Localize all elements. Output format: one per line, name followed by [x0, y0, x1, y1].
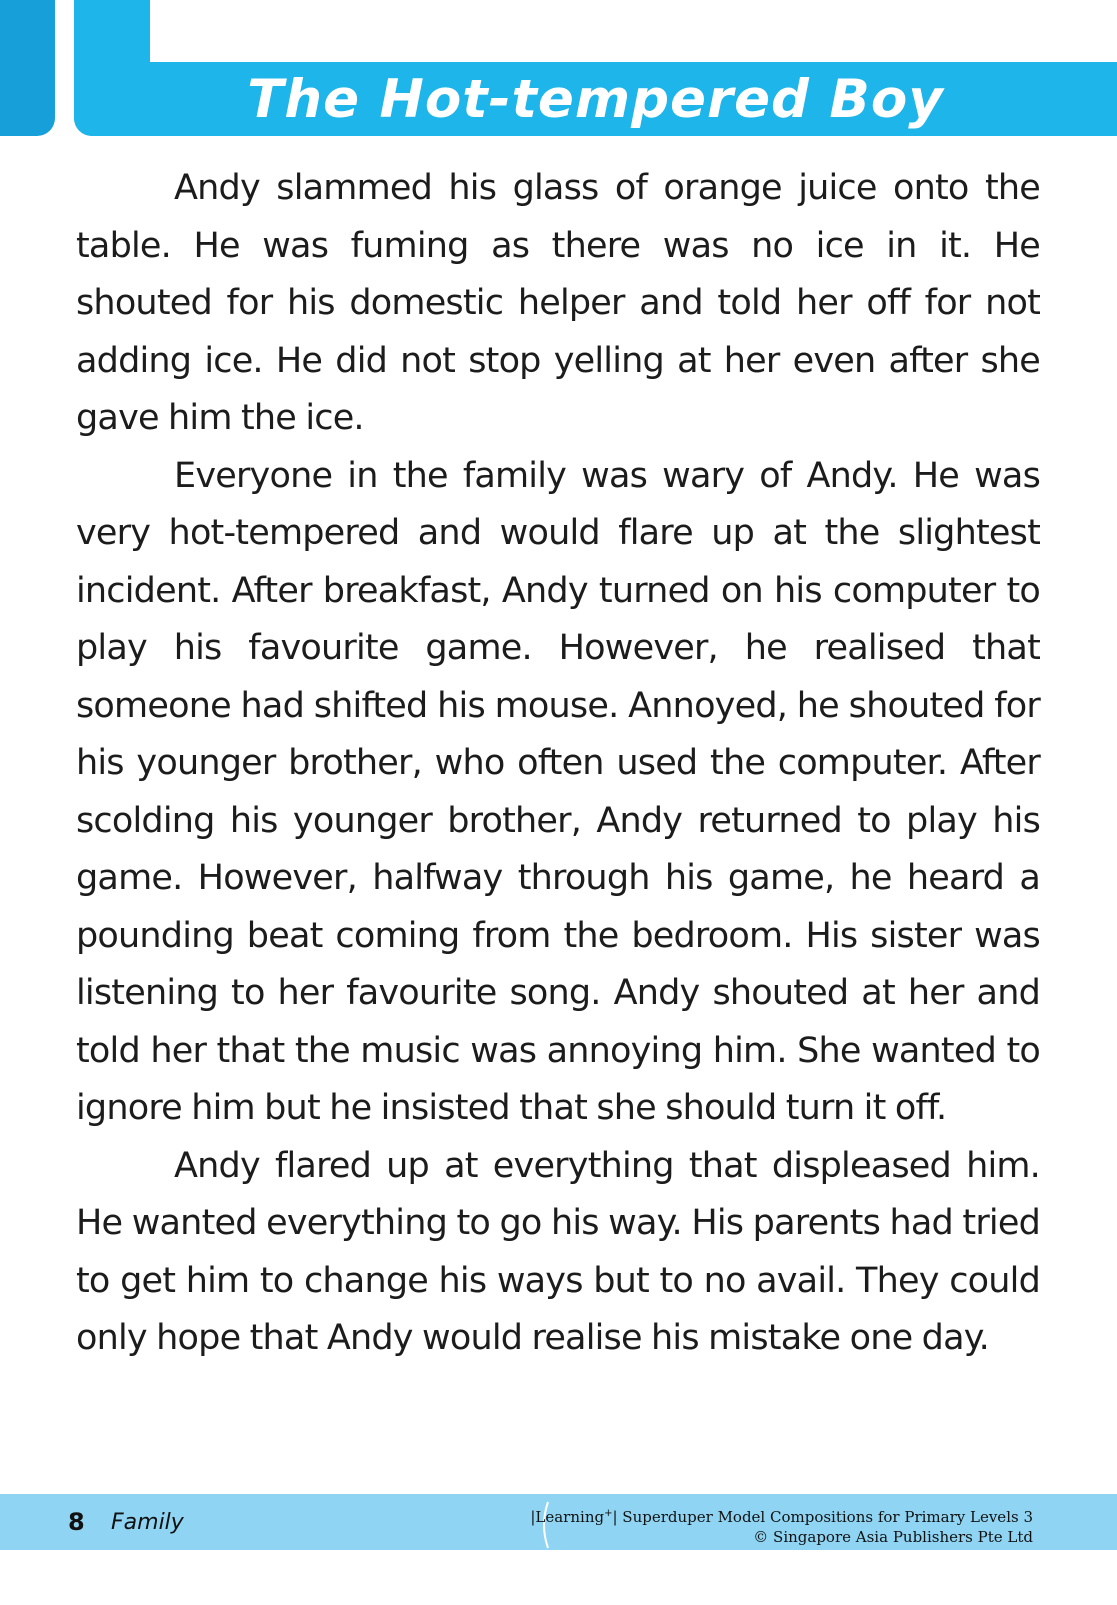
- story-paragraph-3: Andy flared up at everything that displeased him. He wanted everything to go his way. His parents had tried to get him to change his ways but to no avail. They could only hope that Andy would realise his mistake one day.: [76, 1145, 1040, 1358]
- series-title: Superduper Model Compositions for Primary Levels 3: [622, 1508, 1033, 1526]
- title-band-notch: [150, 0, 1117, 62]
- page-number: 8: [68, 1508, 85, 1536]
- story-paragraph-2: Everyone in the family was wary of Andy. He was very hot-tempered and would flare up at the slightest incident. After breakfast, Andy turned on his computer to play his favourite game. However, he realised that someone had shifted his mouse. Annoyed, he shouted for his younger brother, who often used the computer. After scolding his younger brother, Andy returned to play his game. However, halfway through his game, he heard a pounding beat coming from the bedroom. His sister was listening to her favourite song. Andy shouted at her and told her that the music was annoying him. She wanted to ignore him but he insisted that she should turn it off.: [76, 455, 1040, 1128]
- series-brand: Learning: [535, 1508, 605, 1526]
- copyright-line: © Singapore Asia Publishers Pte Ltd: [753, 1528, 1033, 1546]
- story-body: [76, 160, 1040, 1368]
- series-brand-plus: +: [604, 1508, 613, 1519]
- page-title: The Hot-tempered Boy: [247, 68, 944, 130]
- footer-credits: [530, 1504, 1033, 1547]
- chapter-name: Family: [111, 1509, 184, 1535]
- story-paragraph-1: Andy slammed his glass of orange juice onto the table. He was fuming as there was no ice in it. He shouted for his domestic helper and told her off for not adding ice. He did not stop yelling at her even after she gave him the ice.: [76, 168, 1040, 438]
- left-edge-tab: [0, 0, 55, 136]
- series-line: |Learning+| Superduper Model Compositions for Primary Levels 3: [530, 1508, 1033, 1526]
